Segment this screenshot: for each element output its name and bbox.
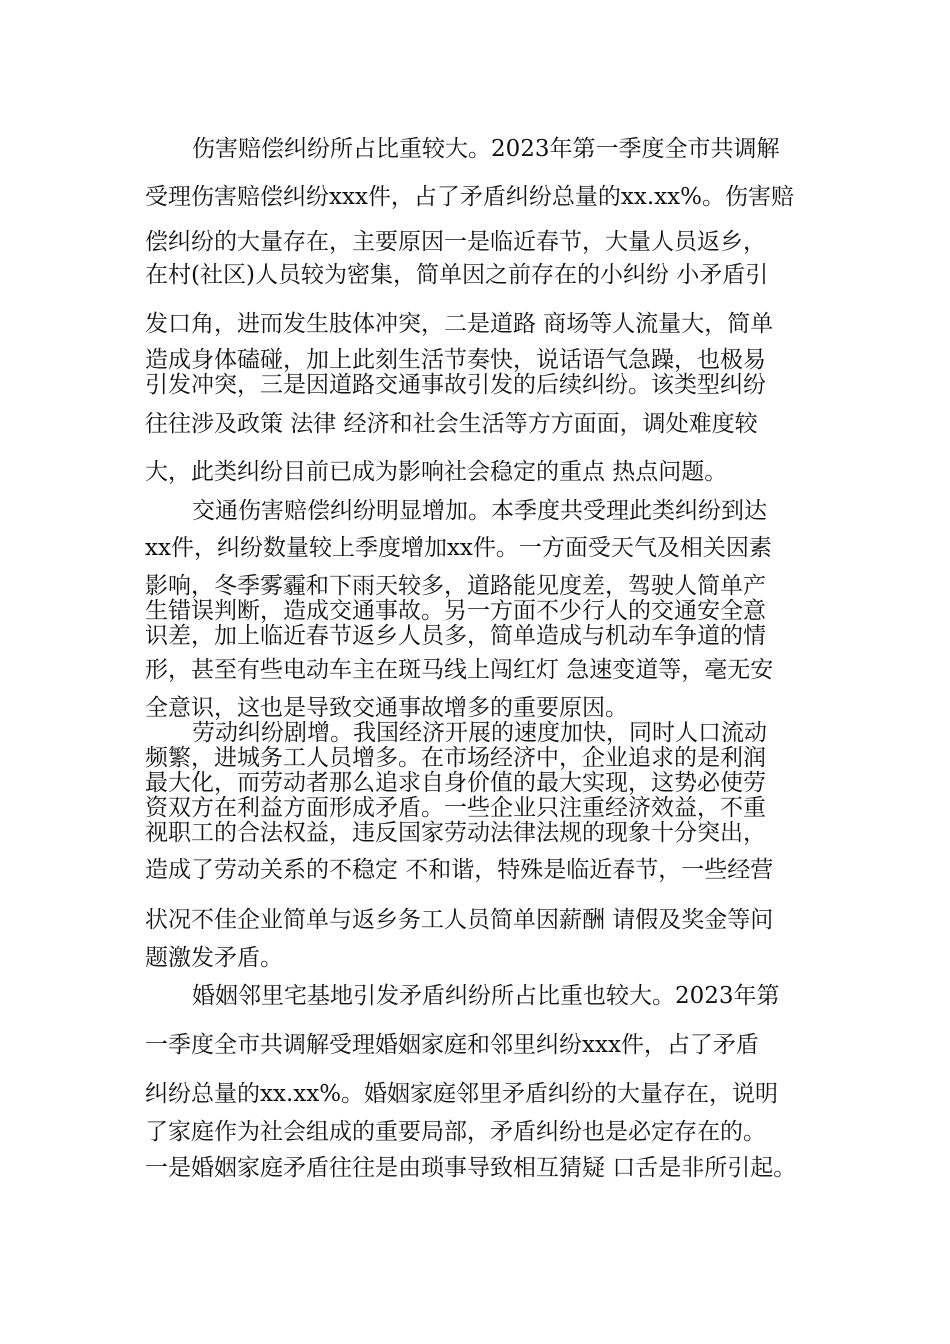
- text-line: 劳动纠纷剧增。我国经济开展的速度加快，同时人口流动: [192, 720, 767, 746]
- text-line: 伤害赔偿纠纷所占比重较大。2023年第一季度全市共调解: [192, 136, 780, 162]
- text-line: 大，此类纠纷目前已成为影响社会稳定的重点 热点问题。: [145, 459, 728, 485]
- text-line: 形，甚至有些电动车主在斑马线上闯红灯 急速变道等，毫无安: [145, 657, 774, 683]
- text-line: 纠纷总量的xx.xx%。婚姻家庭邻里矛盾纠纷的大量存在，说明: [145, 1081, 779, 1107]
- text-line: 发口角，进而发生肢体冲突，二是道路 商场等人流量大，简单: [145, 311, 774, 337]
- text-line: 造成了劳动关系的不稳定 不和谐，特殊是临近春节，一些经营: [145, 857, 774, 883]
- text-line: 影响，冬季雾霾和下雨天较多，道路能见度差，驾驶人简单产: [145, 573, 766, 599]
- text-line: 状况不佳企业简单与返乡务工人员简单因薪酬 请假及奖金等问: [145, 907, 774, 933]
- text-line: 一是婚姻家庭矛盾往往是由琐事导致相互猜疑 口舌是非所引起。: [145, 1155, 797, 1181]
- text-line: 偿纠纷的大量存在，主要原因一是临近春节，大量人员返乡，: [145, 229, 766, 255]
- text-line: 视职工的合法权益，违反国家劳动法律法规的现象十分突出，: [145, 820, 766, 846]
- text-line: 往往涉及政策 法律 经济和社会生活等方方面面，调处难度较: [145, 411, 758, 437]
- text-line: xx件，纠纷数量较上季度增加xx件。一方面受天气及相关因素: [145, 535, 772, 561]
- text-line: 频繁，进城务工人员增多。在市场经济中，企业追求的是利润: [145, 745, 766, 771]
- text-line: 受理伤害赔偿纠纷xxx件，占了矛盾纠纷总量的xx.xx%。伤害赔: [145, 184, 794, 210]
- text-line: 生错误判断，造成交通事故。另一方面不少行人的交通安全意: [145, 598, 766, 624]
- text-line: 识差，加上临近春节返乡人员多，简单造成与机动车争道的情: [145, 623, 766, 649]
- text-line: 资双方在利益方面形成矛盾。一些企业只注重经济效益，不重: [145, 795, 766, 821]
- text-line: 交通伤害赔偿纠纷明显增加。本季度共受理此类纠纷到达: [192, 498, 767, 524]
- text-line: 全意识，这也是导致交通事故增多的重要原因。: [145, 695, 628, 721]
- text-line: 引发冲突，三是因道路交通事故引发的后续纠纷。该类型纠纷: [145, 372, 766, 398]
- text-line: 最大化，而劳动者那么追求自身价值的最大实现，这势必使劳: [145, 770, 766, 796]
- text-line: 一季度全市共调解受理婚姻家庭和邻里纠纷xxx件，占了矛盾: [145, 1032, 759, 1058]
- text-line: 在村(社区)人员较为密集，简单因之前存在的小纠纷 小矛盾引: [145, 262, 769, 288]
- text-line: 题激发矛盾。: [145, 945, 283, 971]
- text-line: 了家庭作为社会组成的重要局部，矛盾纠纷也是必定存在的。: [145, 1119, 766, 1145]
- text-line: 造成身体磕碰，加上此刻生活节奏快，说话语气急躁，也极易: [145, 347, 766, 373]
- text-line: 婚姻邻里宅基地引发矛盾纠纷所占比重也较大。2023年第: [192, 983, 780, 1009]
